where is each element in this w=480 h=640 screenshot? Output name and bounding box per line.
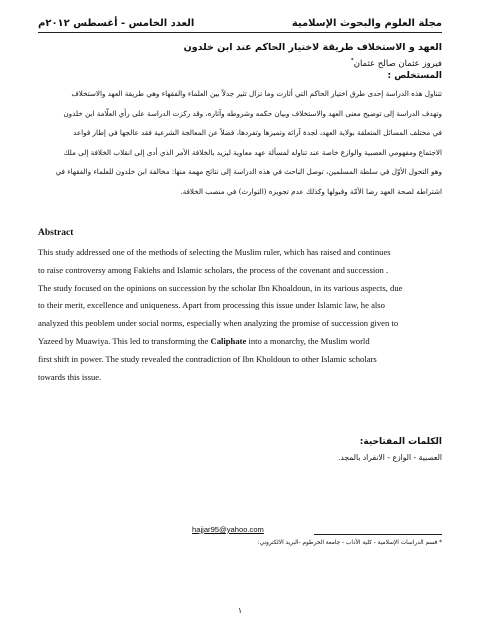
abstract-en-line: The study focused on the opinions on succession by the scholar Ibn Khoaldoun, in its various aspects, due (38, 282, 403, 293)
abstract-en-line: to their merit, excellence and uniqueness. Apart from processing this issue under Islamic law, he also (38, 300, 385, 311)
abstract-en-bold-term: Caliphate (210, 335, 247, 346)
issue-info: العدد الخامس - أغسطس ٢٠١٢م (38, 17, 195, 29)
abstract-ar-line: وتهدف الدراسة إلى توضيح معنى العهد والاستخلاف وبيان حكمه وشروطه وآثاره، وقد ركزت الدراسة على رأي العلّامة ابن خلدون (63, 108, 442, 118)
author-name: فيروز عثمان صالح عثمان (353, 58, 442, 69)
abstract-ar-line: الاجتماع ومفهومي العصبية والوازع خاصة عند تناوله لمسألة عهد معاوية ليزيد بالخلافة الأمر الذي أدى إلى انقلاب الخلافة إلى ملك (63, 147, 442, 157)
abstract-en-line: analyzed this peoblem under social norms, especially when analyzing the promise of succession given to (38, 318, 399, 329)
header-rule (38, 32, 442, 33)
abstract-ar-line: تتناول هذه الدراسة إحدى طرق اختيار الحاكم التي أثارت وما تزال تثير جدلاً بين العلماء والفقهاء وهي طريقة العهد والاستخلاف (71, 89, 442, 98)
author-footnote-mark: * (350, 57, 354, 64)
footnote-text: * قسم الدراسات الإسلامية - كلية الآداب - جامعة الخرطوم -البريد الالكتروني: (257, 540, 442, 546)
keywords-label: الكلمات المفتاحية: (359, 437, 442, 447)
abstract-ar-line: في مختلف المسائل المتعلقة بولاية العهد، لجدة آرائه وتميزها وتفردها، فضلاً عن المعالجة الشرعية فقد عالجها في إطار قواعد (73, 128, 442, 137)
page-number: ١ (237, 606, 243, 615)
abstract-ar-line: اشتراطه لصحة العهد رضا الأمّة وقبولها وكذلك عدم تجويزه (التوارث) في منصب الخلافة. (180, 186, 442, 196)
abstract-en-line: to raise controversy among Fakiehs and Islamic scholars, the process of the covenant and succession . (38, 264, 389, 275)
abstract-en-line: This study addressed one of the methods of selecting the Muslim ruler, which has raised and continues (38, 247, 391, 257)
abstract-en-line: towards this issue. (38, 371, 102, 382)
running-header (38, 16, 442, 30)
footnote-email-link[interactable]: hajjar95@yahoo.com (192, 525, 264, 534)
keywords: العصبية - الوازع - الانفراد بالمجد. (337, 453, 442, 462)
abstract-heading-en: Abstract (38, 228, 74, 238)
abstract-en-line (38, 333, 442, 351)
abstract-label-ar: المستخلص : (387, 71, 442, 81)
author-line (38, 57, 442, 69)
abstract-en-line: first shift in power. The study revealed the contradiction of Ibn Kholdoun to other Islamic scholars (38, 353, 377, 364)
abstract-en-fragment: Yazeed by Muawiya. This led to transforming the (38, 335, 211, 346)
abstract-en-fragment: into a monarchy, the Muslim world (246, 335, 370, 346)
abstract-ar-line: وهو التحول الأوّل في سلطة المسلمين، توصل الباحث في هذه الدراسة إلى نتائج مهمة منها: مخالفة ابن خلدون للعلماء والفقهاء في (55, 167, 442, 176)
abstract-ar (38, 84, 442, 201)
article-title: العهد و الاستخلاف طريقة لاختيار الحاكم عند ابن خلدون (183, 42, 442, 53)
footnote-rule (314, 534, 442, 535)
abstract-en (38, 244, 442, 386)
journal-name: مجلة العلوم والبحوث الإسلامية (291, 17, 442, 29)
